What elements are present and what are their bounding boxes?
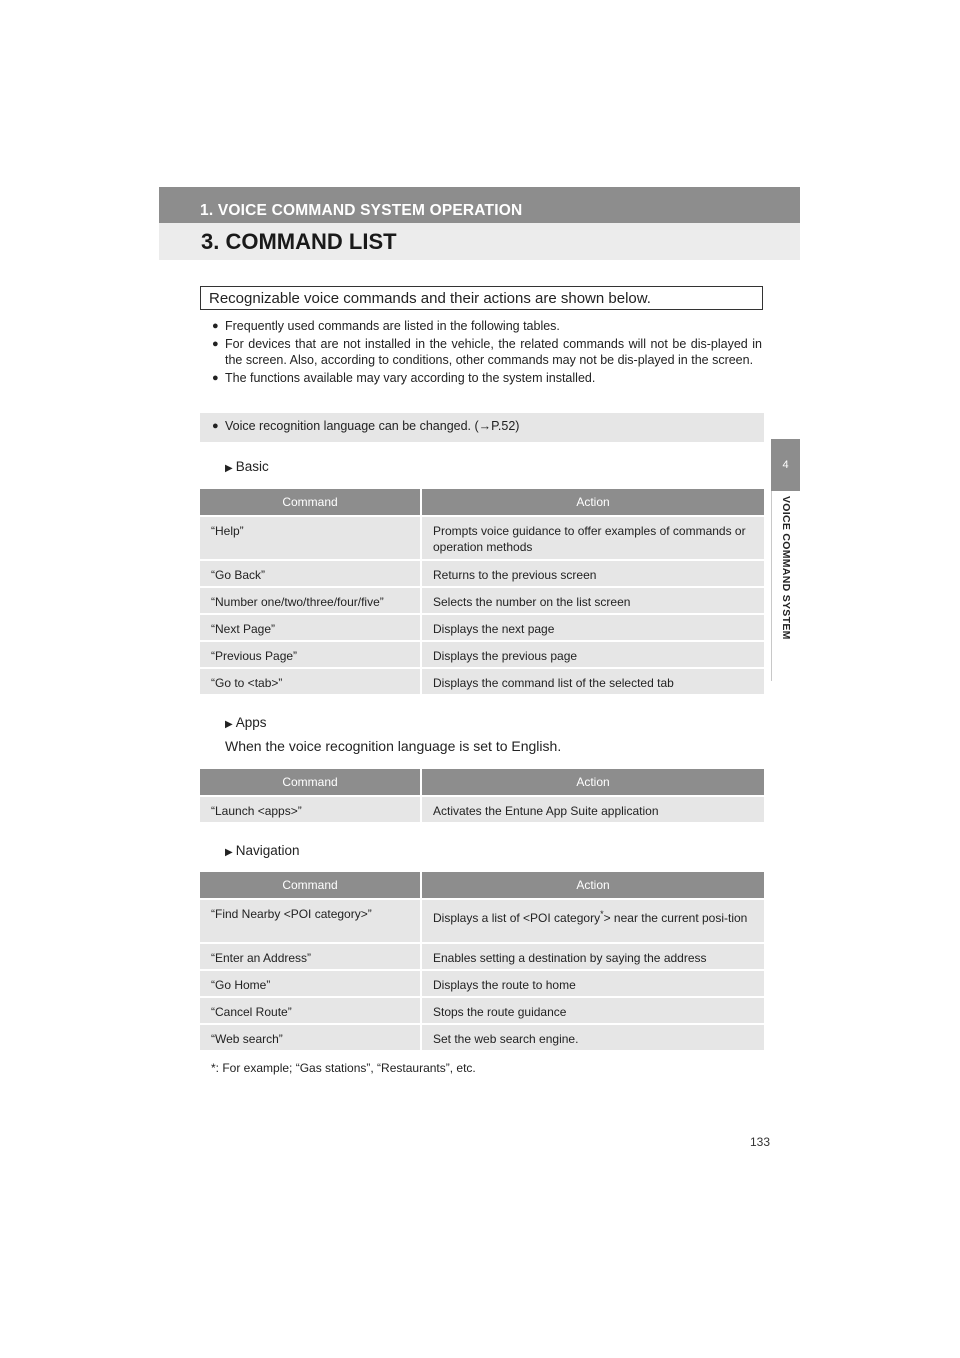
column-header-command: Command	[200, 872, 422, 898]
command-cell: “Launch <apps>”	[200, 797, 422, 822]
note-box	[200, 413, 764, 442]
triangle-right-icon: ▶	[225, 463, 233, 474]
action-cell: Displays the next page	[422, 615, 764, 640]
column-header-command: Command	[200, 489, 422, 515]
bullet-icon: ●	[212, 420, 219, 432]
column-header-action: Action	[422, 489, 764, 515]
command-cell: “Number one/two/three/four/five”	[200, 588, 422, 613]
intro-box: Recognizable voice commands and their actions are shown below.	[200, 286, 763, 310]
language-note: When the voice recognition language is set to English.	[225, 738, 562, 754]
basic-command-table	[200, 487, 764, 696]
action-cell: Selects the number on the list screen	[422, 588, 764, 613]
table-row	[200, 642, 764, 667]
table-row	[200, 900, 764, 942]
bullet-item	[212, 370, 762, 387]
subheading-basic: ▶ Basic	[225, 459, 269, 474]
footnote-marker: *	[600, 909, 604, 919]
action-cell: Displays the route to home	[422, 971, 764, 996]
action-cell: Activates the Entune App Suite application	[422, 797, 764, 822]
column-header-action: Action	[422, 872, 764, 898]
bullet-icon: ●	[212, 337, 219, 350]
note-text: Voice recognition language can be changed. (→P.52)	[225, 419, 520, 433]
bullet-item	[212, 336, 762, 369]
command-cell: “Enter an Address”	[200, 944, 422, 969]
section-title: 1. VOICE COMMAND SYSTEM OPERATION	[200, 202, 523, 219]
page-number: 133	[750, 1135, 771, 1149]
subheading-apps: ▶ Apps	[225, 715, 267, 730]
command-cell: “Previous Page”	[200, 642, 422, 667]
page-title-bar	[159, 223, 800, 260]
action-cell: Displays the previous page	[422, 642, 764, 667]
navigation-command-table	[200, 870, 764, 1052]
bullet-text: For devices that are not installed in the vehicle, the related commands will not be dis-played in the screen. Also, according to conditions, other commands may not be dis-played in the screen.	[225, 336, 762, 367]
section-header-bar	[159, 187, 800, 223]
table-row	[200, 669, 764, 694]
table-row	[200, 615, 764, 640]
chapter-tab-label	[778, 496, 792, 676]
table-row	[200, 944, 764, 969]
bullet-list	[212, 318, 762, 387]
table-row	[200, 588, 764, 613]
table-row	[200, 561, 764, 586]
column-header-command: Command	[200, 769, 422, 795]
table-header-row	[200, 489, 764, 515]
command-cell: “Go Back”	[200, 561, 422, 586]
chapter-tab-number: 4	[771, 439, 800, 491]
table-row	[200, 998, 764, 1023]
action-cell: Returns to the previous screen	[422, 561, 764, 586]
bullet-icon: ●	[212, 320, 219, 332]
table-header-row	[200, 872, 764, 898]
page-title: 3. COMMAND LIST	[201, 229, 397, 254]
action-cell: Stops the route guidance	[422, 998, 764, 1023]
table-row	[200, 1025, 764, 1050]
command-cell: “Web search”	[200, 1025, 422, 1050]
action-cell: Set the web search engine.	[422, 1025, 764, 1050]
command-cell: “Go Home”	[200, 971, 422, 996]
action-cell: Enables setting a destination by saying the address	[422, 944, 764, 969]
table-row	[200, 971, 764, 996]
command-cell: “Cancel Route”	[200, 998, 422, 1023]
table-row	[200, 517, 764, 559]
bullet-text: The functions available may vary according to the system installed.	[225, 370, 596, 385]
bullet-item	[212, 318, 762, 335]
table-row	[200, 797, 764, 822]
action-cell: Displays the command list of the selected tab	[422, 669, 764, 694]
action-cell: Displays a list of <POI category*> near the current posi-tion	[422, 900, 764, 942]
command-cell: “Next Page”	[200, 615, 422, 640]
triangle-right-icon: ▶	[225, 719, 233, 730]
bullet-icon: ●	[212, 371, 219, 384]
command-cell: “Help”	[200, 517, 422, 559]
command-cell: “Go to <tab>”	[200, 669, 422, 694]
bullet-text: Frequently used commands are listed in the following tables.	[225, 319, 560, 333]
triangle-right-icon: ▶	[225, 847, 233, 858]
action-cell: Prompts voice guidance to offer examples of commands or operation methods	[422, 517, 764, 559]
apps-command-table	[200, 767, 764, 824]
command-cell: “Find Nearby <POI category>”	[200, 900, 422, 942]
chapter-tab-label-text: VOICE COMMAND SYSTEM	[780, 496, 792, 640]
column-header-action: Action	[422, 769, 764, 795]
subheading-navigation: ▶ Navigation	[225, 843, 300, 858]
table-header-row	[200, 769, 764, 795]
footnote: *: For example; “Gas stations”, “Restaurants”, etc.	[211, 1061, 476, 1075]
